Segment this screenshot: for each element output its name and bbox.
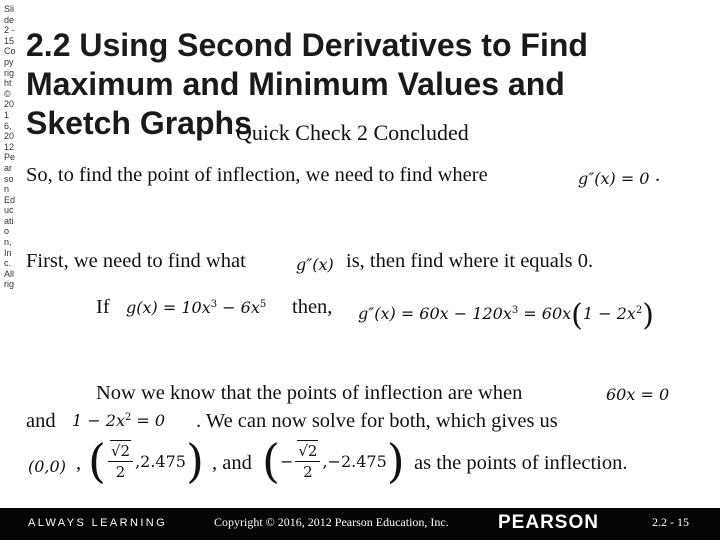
math-g-double-prime-eq-zero: g″(x) = 0 bbox=[578, 169, 650, 188]
math-sqrt-2-numerator: √2 bbox=[110, 442, 131, 460]
pearson-logo: PEARSON bbox=[498, 512, 599, 533]
math-gpp-power-3: 3 bbox=[511, 305, 519, 316]
math-sixty-x-eq-zero: 60x = 0 bbox=[606, 385, 670, 404]
slide-subtitle: Quick Check 2 Concluded bbox=[236, 120, 469, 145]
math-factor-power: 2 bbox=[635, 305, 643, 316]
body-line-2-start: First, we need to find what bbox=[26, 250, 246, 272]
footer-bar bbox=[0, 508, 720, 540]
slide-alt-text-sidebar: Slide 2 - 15 Copyright © 2016, 2012 Pearson Education, Inc. All rig bbox=[4, 4, 18, 290]
footer-copyright: Copyright © 2016, 2012 Pearson Education, Inc. bbox=[214, 515, 449, 529]
math-one-minus-base: 1 − 2x bbox=[72, 411, 125, 430]
and-separator: , and bbox=[212, 452, 252, 474]
math-positive-inflection-point: ( $\frac{√2}{2}$ ,2.475 ) bbox=[88, 434, 204, 488]
slide-title: 2.2 Using Second Derivatives to Find Maximum and Minimum Values and Sketch Graphs bbox=[26, 27, 588, 141]
comma-separator: , bbox=[76, 452, 82, 474]
math-negative-inflection-point: ( − $\frac{√2}{2}$ ,−2.475 ) bbox=[262, 434, 405, 488]
math-g-of-x-mid: − 6x bbox=[217, 298, 260, 317]
math-sqrt-2-numerator-neg: √2 bbox=[298, 442, 318, 460]
math-g-of-x-power-5: 5 bbox=[259, 299, 267, 310]
math-factor-inner: 1 − 2x bbox=[582, 304, 636, 323]
body-line-1-end: . bbox=[655, 164, 661, 186]
math-gpp-lhs: g″(x) = 60x − 120x bbox=[358, 304, 512, 323]
math-g-double-prime-expansion: $g''(x) = 60x - 120x^3 = 60x(1 - 2x^2)$ bbox=[358, 298, 654, 333]
footer-tagline: ALWAYS LEARNING bbox=[28, 517, 168, 529]
math-positive-y-value: ,2.475 bbox=[135, 451, 186, 471]
math-g-double-prime: g″(x) bbox=[296, 255, 334, 274]
body-conclusion: as the points of inflection. bbox=[414, 452, 628, 474]
math-gpp-eq: = 60x bbox=[518, 304, 572, 323]
then-label: then, bbox=[292, 296, 333, 318]
body-line-1: So, to find the point of inflection, we need to find where bbox=[26, 164, 488, 186]
math-negative-sign: − bbox=[279, 451, 294, 471]
math-negative-y-value: ,−2.475 bbox=[322, 451, 387, 471]
slide-number: 2.2 - 15 bbox=[652, 515, 689, 529]
math-g-of-x-base: g(x) = 10x bbox=[126, 298, 211, 317]
body-line-4: Now we know that the points of inflection are when bbox=[96, 382, 523, 404]
body-line-2-end: is, then find where it equals 0. bbox=[346, 250, 594, 272]
math-g-of-x bbox=[126, 298, 266, 317]
math-g-of-x-power-3: 3 bbox=[210, 299, 218, 310]
body-line-5: . We can now solve for both, which gives us bbox=[196, 410, 558, 432]
math-one-minus-tail: = 0 bbox=[131, 411, 166, 430]
math-one-minus-2x-squared bbox=[72, 411, 165, 430]
math-origin-point: (0,0) bbox=[28, 457, 66, 476]
math-one-minus-power: 2 bbox=[124, 412, 132, 423]
if-label: If bbox=[96, 296, 110, 318]
math-denominator: 2 bbox=[115, 463, 126, 481]
and-label: and bbox=[26, 410, 56, 432]
math-denominator-neg: 2 bbox=[303, 463, 313, 481]
